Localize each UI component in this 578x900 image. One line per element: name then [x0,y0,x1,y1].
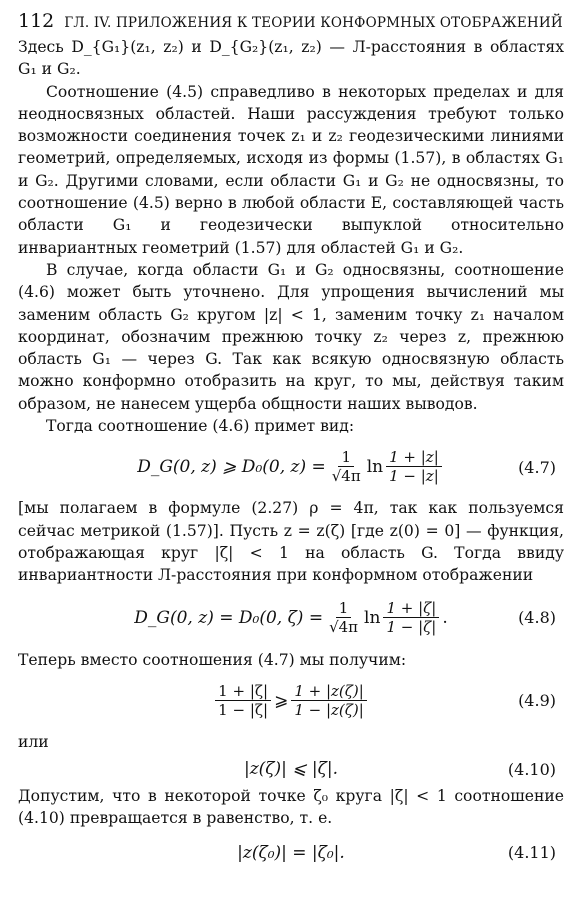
eq49-relation: ⩾ [274,690,289,711]
eq49-l-num: 1 + |ζ| [215,683,271,701]
paragraph-2: Соотношение (4.5) справедливо в некоторых пределах и для неодносвязных областей. Наши рассуждения требуют только возможности соединения точек z₁ и z₂ геодезическими линиями геометрий, определяемых, исходя из формы (1.57), в областях G₁ и G₂. Другими словами, если области G₁ и G₂ не односвязны, то соотношение (4.5) верно в любой области E, составляющей часть области G₁ и геодезически выпуклой относительно инвариантных геометрий (1.57) для областей G₁ и G₂. [18,82,564,257]
paragraph-7: или [18,732,49,751]
eq47-coef-num: 1 [338,449,354,467]
eq48-frac-num: 1 + |ζ| [383,600,439,618]
eq49-l-den: 1 − |ζ| [218,700,269,719]
eq48-tail: . [442,607,448,628]
eq411-body: |z(ζ₀)| = |ζ₀|. [237,842,345,863]
eq48-coef-den: √4π [329,617,359,636]
eq48-frac-den: 1 − |ζ| [386,617,437,636]
eq49-r-den: 1 − |z(ζ)| [294,700,364,719]
eq49-left-fraction [215,683,271,719]
paragraph-6: Теперь вместо соотношения (4.7) мы получим: [18,650,407,669]
paragraph-5: [мы полагаем в формуле (2.27) ρ = 4π, так как пользуемся сейчас метрикой (1.57)]. Пусть z = z(ζ) [где z(0) = 0] — функция, отображающая круг |ζ| < 1 на область G. Тогда ввиду инвариантности Л-расстояния при конформном отображении [18,499,564,585]
eq410-body: |z(ζ)| ⩽ |ζ|. [243,759,338,780]
running-title: ГЛ. IV. ПРИЛОЖЕНИЯ К ТЕОРИИ КОНФОРМНЫХ ОТОБРАЖЕНИЙ [64,15,563,31]
eq47-number: (4.7) [518,457,556,477]
equation-4-8 [18,587,564,649]
eq49-number: (4.9) [518,691,556,711]
eq411-number: (4.11) [507,843,556,863]
paragraph-8: Допустим, что в некоторой точке ζ₀ круга |ζ| < 1 соотношение (4.10) превращается в равенство, т. е. [18,787,564,828]
eq47-ln: ln [366,457,384,478]
paragraph-3: В случае, когда области G₁ и G₂ односвязны, соотношение (4.6) может быть уточнено. Для упрощения вычислений мы заменим область G₂ кругом |z| < 1, заменим точку z₁ началом координат, обозначим прежнюю точку z₂ через z, прежнюю область G₁ — через G. Так как всякую односвязную область можно конформно отобразить на круг, то мы, действуя таким образом, не нанесем ущерба общности наших выводов. [18,260,564,413]
page-number: 112 [18,10,55,32]
eq48-coef [326,600,361,636]
eq410-number: (4.10) [507,759,556,779]
equation-4-10 [18,753,564,785]
eq48-lhs: D_G(0, z) = D₀(0, ζ) = [134,607,324,628]
eq47-coef-den: √4π [331,467,361,486]
eq48-number: (4.8) [518,608,556,628]
eq48-coef-num: 1 [336,600,352,618]
equation-4-9 [18,671,564,731]
page-header [18,10,564,36]
eq49-right-fraction [291,683,367,719]
paragraph-1: Здесь D_{G₁}(z₁, z₂) и D_{G₂}(z₁, z₂) — Л-расстояния в областях G₁ и G₂. [18,38,564,79]
eq48-fraction [383,600,439,636]
eq47-lhs: D_G(0, z) ⩾ D₀(0, z) = [137,457,326,478]
eq47-fraction [386,449,442,485]
eq47-coef [329,449,364,485]
eq49-r-num: 1 + |z(ζ)| [291,683,367,701]
eq48-ln: ln [364,607,381,628]
eq47-frac-num: 1 + |z| [386,449,442,467]
paragraph-4: Тогда соотношение (4.6) примет вид: [46,417,355,436]
equation-4-7 [18,437,564,497]
eq47-frac-den: 1 − |z| [389,467,439,486]
equation-4-11 [18,830,564,876]
